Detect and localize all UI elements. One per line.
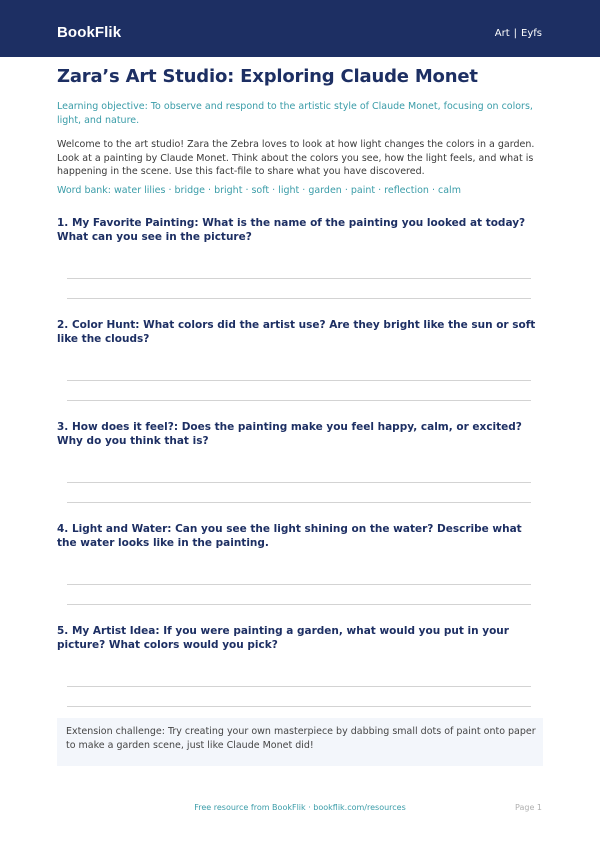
question-4: 4. Light and Water: Can you see the light shining on the water? Describe what the water looks like in the painting. xyxy=(57,523,522,549)
answer-line[interactable] xyxy=(67,400,531,401)
extension-challenge-box xyxy=(57,718,543,766)
answer-line[interactable] xyxy=(67,604,531,605)
learning-objective: Learning objective: To observe and respond to the artistic style of Claude Monet, focusing on colors, light, and nature. xyxy=(57,101,533,126)
question-3: 3. How does it feel?: Does the painting make you feel happy, calm, or excited? Why do you think that is? xyxy=(57,421,522,447)
answer-line[interactable] xyxy=(67,686,531,687)
question-2: 2. Color Hunt: What colors did the artist use? Are they bright like the sun or soft like the clouds? xyxy=(57,319,536,345)
question-5: 5. My Artist Idea: If you were painting a garden, what would you put in your picture? What colors would you pick? xyxy=(57,625,509,651)
page-title: Zara’s Art Studio: Exploring Claude Monet xyxy=(57,66,478,87)
page-number: Page 1 xyxy=(515,803,542,812)
answer-line[interactable] xyxy=(67,502,531,503)
breadcrumb-item-eyfs[interactable]: Eyfs xyxy=(521,28,542,39)
breadcrumb-item-art[interactable]: Art xyxy=(494,28,510,39)
word-bank: Word bank: water lilies · bridge · bright · soft · light · garden · paint · reflection · calm xyxy=(57,185,461,196)
answer-line[interactable] xyxy=(67,298,531,299)
intro-paragraph: Welcome to the art studio! Zara the Zebra loves to look at how light changes the colors in a garden. Look at a painting by Claude Monet. Think about the colors you see, how the light feels, and what is happening in the scene. Use this fact-file to share what you have discovered. xyxy=(57,139,535,177)
answer-line[interactable] xyxy=(67,482,531,483)
breadcrumb-separator: | xyxy=(513,28,518,39)
answer-line[interactable] xyxy=(67,278,531,279)
site-header xyxy=(0,0,600,57)
extension-challenge-text: Extension challenge: Try creating your own masterpiece by dabbing small dots of paint onto paper to make a garden scene, just like Claude Monet did! xyxy=(66,726,536,751)
answer-line[interactable] xyxy=(67,380,531,381)
answer-line[interactable] xyxy=(67,584,531,585)
question-1: 1. My Favorite Painting: What is the name of the painting you looked at today? What can you see in the picture? xyxy=(57,217,526,243)
breadcrumb xyxy=(495,28,542,39)
answer-line[interactable] xyxy=(67,706,531,707)
brand-logo[interactable]: BookFlik xyxy=(57,24,122,41)
footer-resource-link[interactable]: Free resource from BookFlik · bookflik.com/resources xyxy=(194,803,406,812)
